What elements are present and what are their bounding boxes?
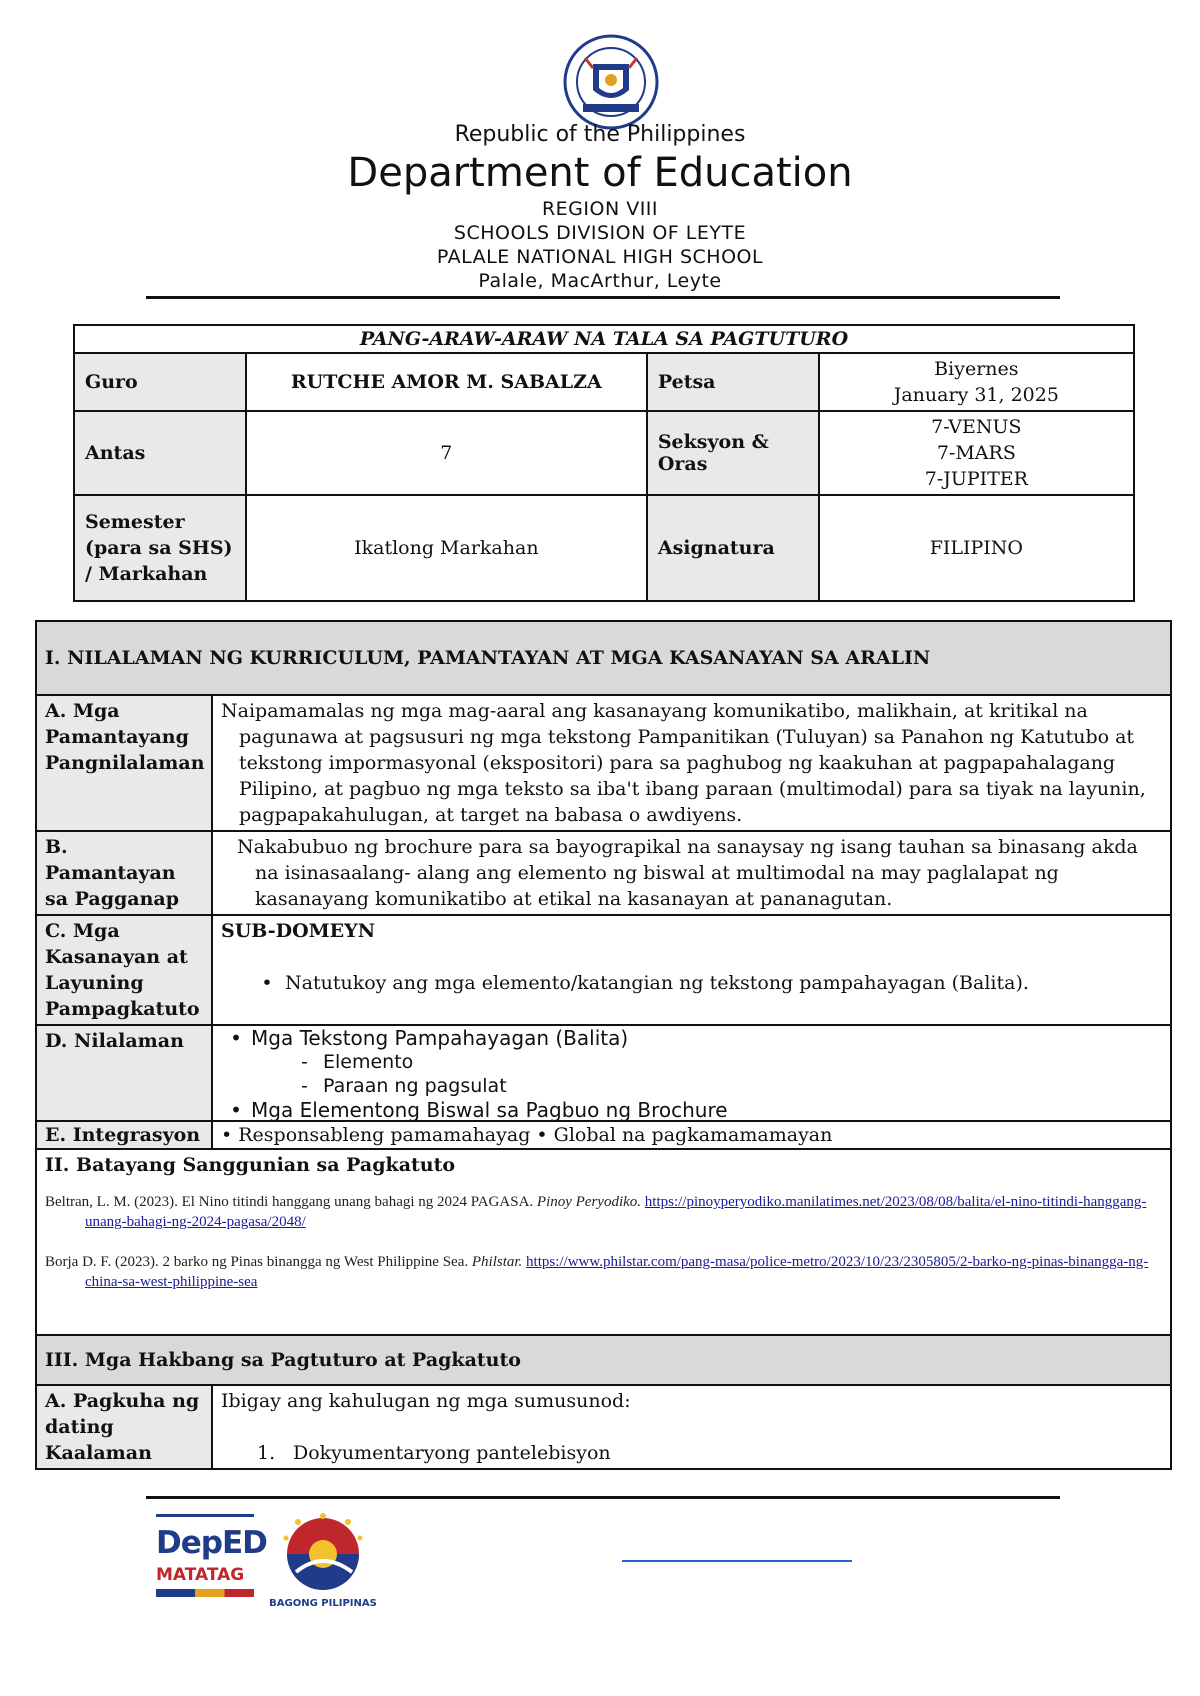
dash-icon: - xyxy=(301,1075,308,1097)
kasanayan-item-text: Natutukoy ang mga elemento/katangian ng tekstong pampahayagan (Balita). xyxy=(285,972,1029,994)
bullet-icon: • xyxy=(230,1098,242,1120)
department-title: Department of Education xyxy=(347,150,853,196)
nilalaman-subitem xyxy=(221,1050,1162,1074)
reference-item xyxy=(45,1252,1162,1292)
integrasyon-label: E. Integrasyon xyxy=(36,1121,212,1149)
deped-seal-icon xyxy=(563,34,659,130)
bagong-pilipinas-wordmark: BAGONG PILIPINAS xyxy=(269,1598,377,1609)
guro-value: RUTCHE AMOR M. SABALZA xyxy=(246,353,647,411)
petsa-day: Biyernes xyxy=(934,358,1019,380)
seksyon-item: 7-JUPITER xyxy=(924,468,1028,490)
reference-text: Beltran, L. M. (2023). El Nino titindi hanggang unang bahagi ng 2024 PAGASA. xyxy=(45,1194,537,1210)
header-divider xyxy=(146,296,1060,299)
nilalaman-label: D. Nilalaman xyxy=(36,1025,212,1121)
asignatura-label: Asignatura xyxy=(647,495,819,601)
matatag-wordmark: MATATAG xyxy=(156,1565,245,1585)
guro-label: Guro xyxy=(74,353,246,411)
footer-divider xyxy=(146,1496,1060,1499)
section-3-title: III. Mga Hakbang sa Pagtuturo at Pagkatuto xyxy=(36,1335,1171,1385)
integrasyon-text: • Responsableng pamamahayag • Global na pagkamamamayan xyxy=(212,1121,1171,1149)
nilalaman-item xyxy=(221,1026,1162,1050)
petsa-value xyxy=(819,353,1134,411)
nilalaman-item-text: Mga Elementong Biswal sa Pagbuo ng Brochure xyxy=(251,1098,728,1120)
nilalaman-subitem-text: Elemento xyxy=(323,1051,414,1073)
seksyon-values xyxy=(819,411,1134,495)
school-name: PALALE NATIONAL HIGH SCHOOL xyxy=(436,246,764,268)
logo-stripe xyxy=(156,1589,254,1597)
region-text: REGION VIII xyxy=(541,198,659,220)
section-2-title: II. Batayang Sanggunian sa Pagkatuto xyxy=(45,1154,456,1176)
pagkuha-label: A. Pagkuha ng dating Kaalaman xyxy=(36,1385,212,1469)
pamantayang-pangnilalaman-label: A. Mga Pamantayang Pangnilalaman xyxy=(36,695,212,831)
footer-link-line xyxy=(622,1560,852,1562)
school-address: Palale, MacArthur, Leyte xyxy=(478,270,722,292)
sub-domeyn-heading: SUB-DOMEYN xyxy=(221,920,376,942)
reference-link[interactable]: https://www.philstar.com/pang-masa/police-metro/2023/10/23/2305805/2-barko-ng-pinas-binangga-ng-china-sa-west-philippine-sea xyxy=(85,1254,1149,1290)
reference-source: Pinoy Peryodiko. xyxy=(536,1194,642,1210)
deped-matatag-logo-icon xyxy=(156,1514,267,1610)
kasanayan-list-item xyxy=(221,970,1162,996)
pamantayan-pagganap-label: B. Pamantayan sa Pagganap xyxy=(36,831,212,915)
antas-label: Antas xyxy=(74,411,246,495)
reference-text: Borja D. F. (2023). 2 barko ng Pinas binangga ng West Philippine Sea. xyxy=(45,1254,472,1270)
kasanayan-label: C. Mga Kasanayan at Layuning Pampagkatuto xyxy=(36,915,212,1025)
division-text: SCHOOLS DIVISION OF LEYTE xyxy=(453,222,747,244)
reference-source: Philstar. xyxy=(471,1254,523,1270)
list-number: 1. xyxy=(257,1442,276,1464)
asignatura-value: FILIPINO xyxy=(819,495,1134,601)
pagkuha-list-item xyxy=(221,1440,1162,1466)
pamantayan-pagganap-cell xyxy=(212,831,1171,915)
bullet-icon: • xyxy=(230,1026,242,1050)
semester-value: Ikatlong Markahan xyxy=(246,495,647,601)
seksyon-item: 7-VENUS xyxy=(931,416,1022,438)
logo-bar xyxy=(156,1514,254,1517)
nilalaman-subitem-text: Paraan ng pagsulat xyxy=(323,1075,507,1097)
kasanayan-cell xyxy=(212,915,1171,1025)
pamantayan-pagganap-text: Nakabubuo ng brochure para sa bayograpikal na sanaysay ng isang tauhan sa binasang akda na isinasaalang- alang ang elemento ng biswal at multimodal na may paglalapat ng kasanayang komunikatibo at etikal na kasanayan at pananagutan. xyxy=(237,836,1138,910)
sanggunian-cell xyxy=(36,1149,1171,1335)
petsa-label: Petsa xyxy=(647,353,819,411)
lesson-log-title: PANG-ARAW-ARAW NA TALA SA PAGTUTURO xyxy=(74,325,1134,353)
pamantayang-pangnilalaman-cell xyxy=(212,695,1171,831)
reference-item xyxy=(45,1192,1162,1232)
dash-icon: - xyxy=(301,1051,308,1073)
curriculum-table xyxy=(35,620,1172,1470)
republic-text: Republic of the Philippines xyxy=(454,122,746,147)
antas-value: 7 xyxy=(246,411,647,495)
deped-wordmark: DepED xyxy=(156,1525,267,1561)
nilalaman-item-text: Mga Tekstong Pampahayagan (Balita) xyxy=(251,1026,629,1050)
bagong-pilipinas-logo-icon xyxy=(268,1510,378,1614)
lesson-info-table xyxy=(73,324,1135,602)
nilalaman-cell xyxy=(212,1025,1171,1121)
section-1-title: I. NILALAMAN NG KURRICULUM, PAMANTAYAN AT MGA KASANAYAN SA ARALIN xyxy=(36,621,1171,695)
pagkuha-item-text: Dokyumentaryong pantelebisyon xyxy=(293,1442,611,1464)
seksyon-item: 7-MARS xyxy=(936,442,1016,464)
pagkuha-cell xyxy=(212,1385,1171,1469)
nilalaman-item xyxy=(221,1098,1162,1120)
seksyon-label: Seksyon & Oras xyxy=(647,411,819,495)
petsa-date: January 31, 2025 xyxy=(893,384,1059,406)
bagong-pilipinas-emblem-icon xyxy=(268,1510,378,1594)
nilalaman-subitem xyxy=(221,1074,1162,1098)
pagkuha-prompt: Ibigay ang kahulugan ng mga sumusunod: xyxy=(221,1390,631,1412)
reference-link[interactable]: https://pinoyperyodiko.manilatimes.net/2023/08/08/balita/el-nino-titindi-hanggang-unang-bahagi-ng-2024-pagasa/2048/ xyxy=(85,1194,1147,1230)
pamantayang-pangnilalaman-text: Naipamamalas ng mga mag-aaral ang kasanayang komunikatibo, malikhain, at kritikal na pagunawa at pagsusuri ng mga tekstong Pampanitikan (Tuluyan) sa Panahon ng Katutubo at tekstong impormasyonal (ekspositori) para sa paghubog ng kaakuhan at pagpapahalagang Pilipino, at pagbuo ng mga teksto sa iba't ibang paraan (multimodal) para sa tiyak na layunin, pagpapakahulugan, at target na babasa o awdiyens. xyxy=(221,700,1146,826)
semester-label: Semester (para sa SHS) / Markahan xyxy=(74,495,246,601)
bullet-icon: • xyxy=(261,972,273,994)
